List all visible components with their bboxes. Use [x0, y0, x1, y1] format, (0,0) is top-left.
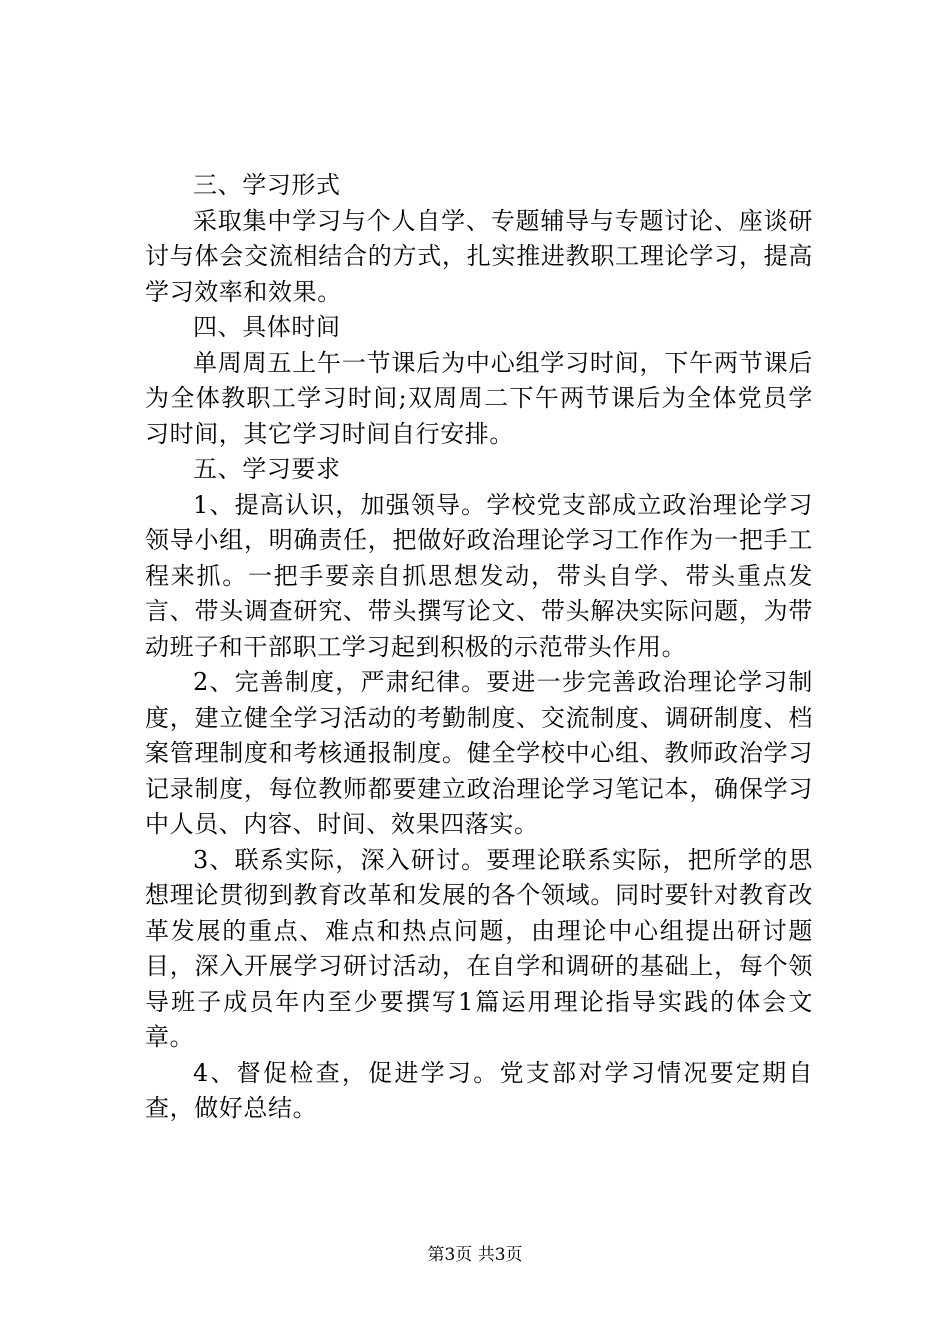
- document-body: [145, 168, 813, 1127]
- page-number-footer: 第3页 共3页: [427, 1245, 523, 1265]
- paragraph-requirement-2: 2、完善制度，严肃纪律。要进一步完善政治理论学习制度，建立健全学习活动的考勤制度、交流制度、调研制度、档案管理制度和考核通报制度。健全学校中心组、教师政治学习记录制度，每位教师都要建立政治理论学习笔记本，确保学习中人员、内容、时间、效果四落实。: [145, 668, 813, 838]
- paragraph-requirement-3: 3、联系实际，深入研讨。要理论联系实际，把所学的思想理论贯彻到教育改革和发展的各个领域。同时要针对教育改革发展的重点、难点和热点问题，由理论中心组提出研讨题目，深入开展学习研讨活动，在自学和调研的基础上，每个领导班子成员年内至少要撰写1篇运用理论指导实践的体会文章。: [145, 845, 813, 1051]
- section-heading-requirements: 五、学习要求: [193, 455, 341, 483]
- paragraph-schedule: 单周周五上午一节课后为中心组学习时间，下午两节课后为全体教职工学习时间;双周周二下午两节课后为全体党员学习时间，其它学习时间自行安排。: [145, 348, 813, 448]
- section-heading-schedule: 四、具体时间: [193, 313, 341, 341]
- paragraph-study-format: 采取集中学习与个人自学、专题辅导与专题讨论、座谈研讨与体会交流相结合的方式，扎实推进教职工理论学习，提高学习效率和效果。: [145, 206, 813, 306]
- paragraph-requirement-4: 4、督促检查，促进学习。党支部对学习情况要定期自查，做好总结。: [145, 1058, 813, 1122]
- section-heading-study-format: 三、学习形式: [193, 171, 341, 199]
- paragraph-requirement-1: 1、提高认识，加强领导。学校党支部成立政治理论学习领导小组，明确责任，把做好政治理论学习工作作为一把手工程来抓。一把手要亲自抓思想发动，带头自学、带头重点发言、带头调查研究、带头撰写论文、带头解决实际问题，为带动班子和干部职工学习起到积极的示范带头作用。: [145, 490, 813, 661]
